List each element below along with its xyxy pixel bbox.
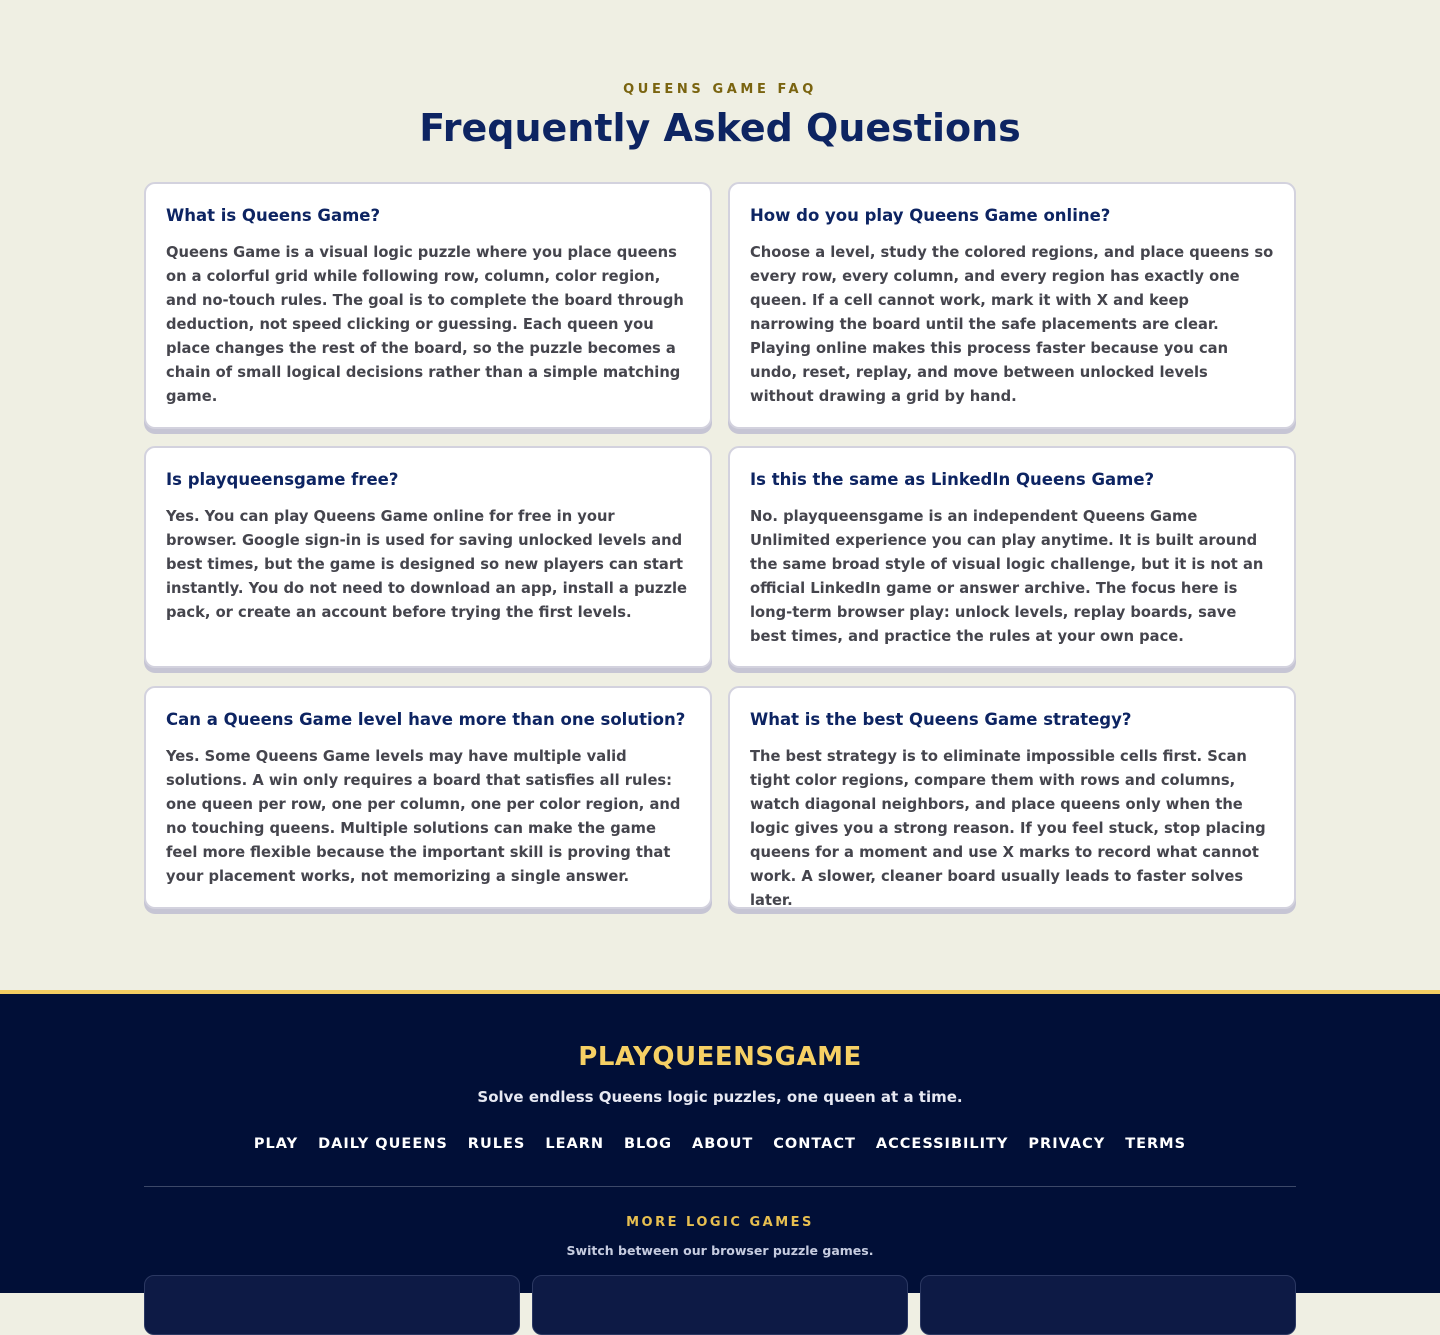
footer-nav xyxy=(0,1136,1440,1152)
faq-answer: The best strategy is to eliminate impossible cells first. Scan tight color regions, compare them with rows and columns, watch diagonal neighbors, and place queens only when the logic gives you a strong reason. If you feel stuck, stop placing queens for a moment and use X marks to record what cannot work. A slower, cleaner board usually leads to faster solves later. xyxy=(750,748,1266,909)
faq-eyebrow: QUEENS GAME FAQ xyxy=(623,82,817,97)
more-games-subtitle: Switch between our browser puzzle games. xyxy=(566,1243,874,1258)
footer-link-learn[interactable]: LEARN xyxy=(545,1136,604,1152)
faq-question: Can a Queens Game level have more than one solution? xyxy=(166,710,686,729)
footer-link-daily-queens[interactable]: DAILY QUEENS xyxy=(318,1136,448,1152)
faq-answer: Queens Game is a visual logic puzzle where you place queens on a colorful grid while following row, column, color region, and no-touch rules. The goal is to complete the board through deduction, not speed clicking or guessing. Each queen you place changes the rest of the board, so the puzzle becomes a chain of small logical decisions rather than a simple matching game. xyxy=(166,244,684,405)
faq-answer: Choose a level, study the colored regions, and place queens so every row, every column, and every region has exactly one queen. If a cell cannot work, mark it with X and keep narrowing the board until the safe placements are clear. Playing online makes this process faster because you can undo, reset, replay, and move between unlocked levels without drawing a grid by hand. xyxy=(750,244,1274,405)
footer-link-terms[interactable]: TERMS xyxy=(1125,1136,1187,1152)
faq-title: Frequently Asked Questions xyxy=(419,106,1021,150)
footer-link-accessibility[interactable]: ACCESSIBILITY xyxy=(875,1136,1009,1152)
faq-question: Is playqueensgame free? xyxy=(166,470,399,489)
faq-answer: No. playqueensgame is an independent Queens Game Unlimited experience you can play anytime. It is built around the same broad style of visual logic challenge, but it is not an official LinkedIn game or answer archive. The focus here is long-term browser play: unlock levels, replay boards, save best times, and practice the rules at your own pace. xyxy=(750,508,1264,645)
footer-link-play[interactable]: PLAY xyxy=(253,1136,299,1152)
footer-link-about[interactable]: ABOUT xyxy=(692,1136,754,1152)
footer-link-contact[interactable]: CONTACT xyxy=(773,1136,856,1152)
site-footer xyxy=(0,990,1440,1293)
faq-question: How do you play Queens Game online? xyxy=(750,206,1111,225)
faq-card xyxy=(728,446,1296,668)
faq-card xyxy=(728,686,1296,909)
faq-card xyxy=(728,182,1296,429)
footer-tagline: Solve endless Queens logic puzzles, one queen at a time. xyxy=(477,1088,963,1106)
more-games-title: MORE LOGIC GAMES xyxy=(626,1215,814,1230)
faq-card xyxy=(144,446,712,668)
footer-brand[interactable]: PLAYQUEENSGAME xyxy=(578,1042,862,1072)
faq-card xyxy=(144,182,712,429)
faq-answer: Yes. You can play Queens Game online for free in your browser. Google sign-in is used for saving unlocked levels and best times, but the game is designed so new players can start instantly. You do not need to download an app, install a puzzle pack, or create an account before trying the first levels. xyxy=(166,508,688,621)
faq-answer: Yes. Some Queens Game levels may have multiple valid solutions. A win only requires a board that satisfies all rules: one queen per row, one per column, one per color region, and no touching queens. Multiple solutions can make the game feel more flexible because the important skill is proving that your placement works, not memorizing a single answer. xyxy=(166,748,681,885)
game-card[interactable] xyxy=(920,1275,1296,1335)
faq-question: Is this the same as LinkedIn Queens Game? xyxy=(750,470,1155,489)
game-card[interactable] xyxy=(144,1275,520,1335)
footer-divider xyxy=(144,1186,1296,1187)
footer-link-blog[interactable]: BLOG xyxy=(624,1136,673,1152)
footer-link-privacy[interactable]: PRIVACY xyxy=(1028,1136,1106,1152)
footer-link-rules[interactable]: RULES xyxy=(467,1136,526,1152)
faq-question: What is Queens Game? xyxy=(166,206,381,225)
faq-card xyxy=(144,686,712,909)
game-card[interactable] xyxy=(532,1275,908,1335)
faq-question: What is the best Queens Game strategy? xyxy=(750,710,1132,729)
